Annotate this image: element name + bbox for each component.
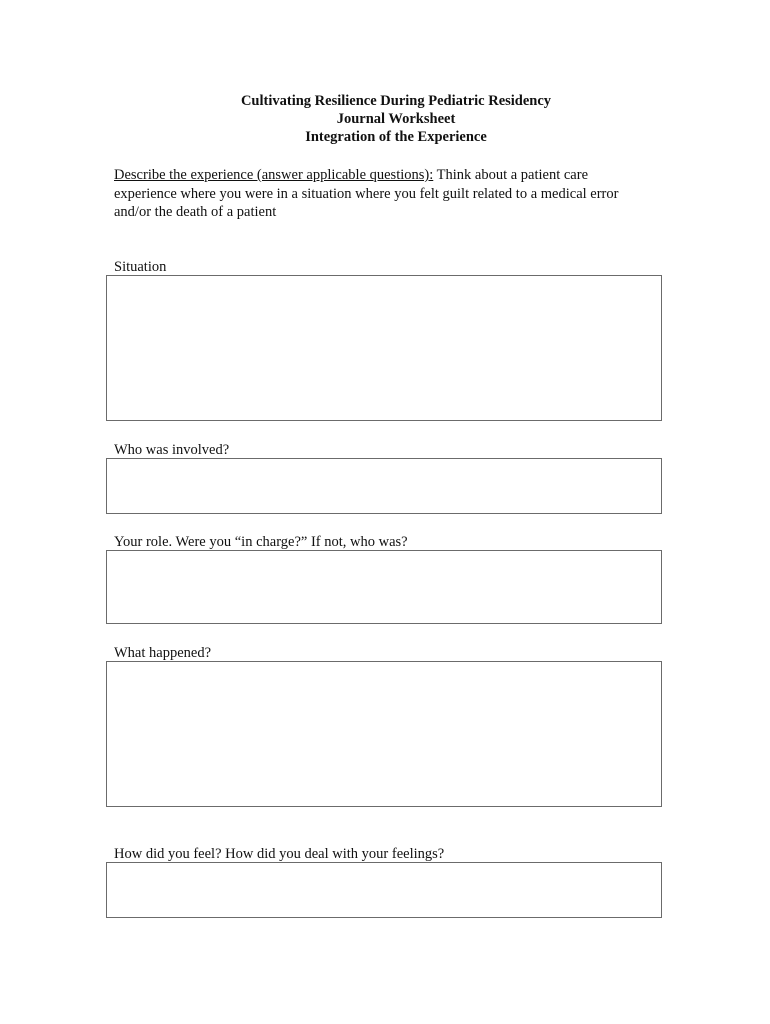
involved-answer-field[interactable]: [106, 458, 662, 514]
feelings-label: How did you feel? How did you deal with your feelings?: [114, 846, 445, 862]
instructions: [114, 166, 654, 222]
feelings-answer-field[interactable]: [106, 862, 662, 918]
title-line-2: Journal Worksheet: [336, 111, 456, 127]
happened-label: What happened?: [114, 645, 212, 661]
role-label: Your role. Were you “in charge?” If not, who was?: [114, 534, 408, 550]
situation-answer-field[interactable]: [106, 275, 662, 421]
instructions-body: Think about a patient care experience where you were in a situation where you felt guilt related to a medical error and/or the death of a patient: [114, 167, 619, 220]
worksheet-title: [0, 92, 770, 146]
situation-label: Situation: [114, 259, 167, 275]
title-line-1: Cultivating Resilience During Pediatric Residency: [240, 93, 552, 109]
happened-answer-field[interactable]: [106, 661, 662, 807]
title-line-3: Integration of the Experience: [305, 129, 487, 145]
instructions-lead: Describe the experience (answer applicable questions):: [114, 167, 434, 183]
involved-label: Who was involved?: [114, 442, 230, 458]
role-answer-field[interactable]: [106, 550, 662, 624]
